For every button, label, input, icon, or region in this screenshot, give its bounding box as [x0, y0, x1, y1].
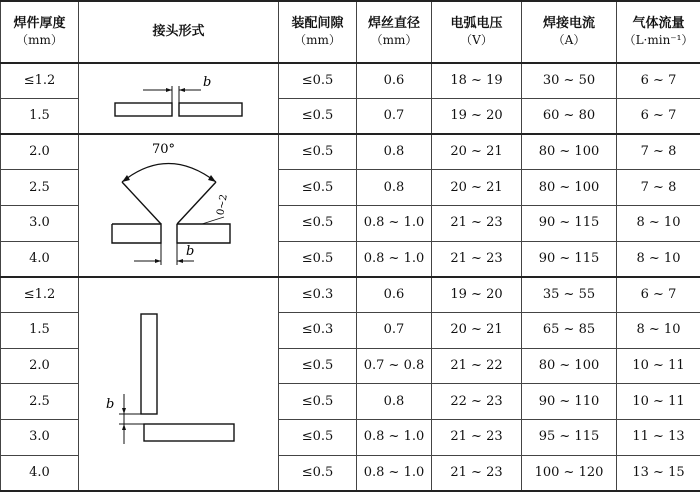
- cell-thickness: 1.5: [1, 313, 79, 349]
- header-voltage: [432, 1, 522, 63]
- cell-gas: 11 ~ 13: [617, 420, 700, 456]
- cell-gap: ≤0.3: [279, 277, 357, 313]
- joint-diagram-v-groove: [79, 134, 279, 277]
- cell-thickness: 4.0: [1, 455, 79, 491]
- root-face-label: 0~2: [214, 193, 230, 216]
- v-groove-joint-icon: [94, 137, 264, 275]
- cell-current: 30 ~ 50: [522, 63, 617, 99]
- t-joint-icon: [94, 284, 264, 484]
- cell-voltage: 20 ~ 21: [432, 134, 522, 170]
- cell-gas: 6 ~ 7: [617, 277, 700, 313]
- cell-wire: 0.7: [357, 99, 432, 135]
- joint-diagram-square-butt: [79, 63, 279, 134]
- cell-thickness: 3.0: [1, 420, 79, 456]
- header-gap-unit: （mm）: [294, 32, 341, 47]
- cell-current: 90 ~ 110: [522, 384, 617, 420]
- cell-wire: 0.6: [357, 63, 432, 99]
- header-voltage-unit: （V）: [460, 32, 493, 47]
- cell-gas: 8 ~ 10: [617, 241, 700, 277]
- cell-gas: 8 ~ 10: [617, 206, 700, 242]
- header-current-title: 焊接电流: [542, 16, 595, 32]
- header-gas-unit: （L·min⁻¹）: [623, 32, 694, 47]
- table-row: [1, 277, 700, 313]
- cell-gap: ≤0.5: [279, 241, 357, 277]
- cell-gas: 6 ~ 7: [617, 99, 700, 135]
- header-joint: [79, 1, 279, 63]
- cell-gap: ≤0.5: [279, 170, 357, 206]
- cell-wire: 0.7 ~ 0.8: [357, 348, 432, 384]
- cell-wire: 0.8 ~ 1.0: [357, 420, 432, 456]
- cell-wire: 0.8: [357, 384, 432, 420]
- cell-gap: ≤0.5: [279, 206, 357, 242]
- cell-wire: 0.8 ~ 1.0: [357, 455, 432, 491]
- cell-voltage: 19 ~ 20: [432, 277, 522, 313]
- cell-voltage: 18 ~ 19: [432, 63, 522, 99]
- cell-gas: 10 ~ 11: [617, 384, 700, 420]
- header-thickness-title: 焊件厚度: [13, 16, 66, 32]
- square-butt-joint-icon: [99, 68, 259, 130]
- cell-thickness: 2.0: [1, 348, 79, 384]
- table-row: [1, 134, 700, 170]
- cell-wire: 0.8 ~ 1.0: [357, 206, 432, 242]
- cell-gas: 13 ~ 15: [617, 455, 700, 491]
- gap-b-label: b: [185, 243, 194, 259]
- header-gap: [279, 1, 357, 63]
- cell-gap: ≤0.5: [279, 384, 357, 420]
- header-wire-title: 焊丝直径: [367, 16, 420, 32]
- cell-current: 95 ~ 115: [522, 420, 617, 456]
- cell-gas: 7 ~ 8: [617, 134, 700, 170]
- cell-current: 80 ~ 100: [522, 170, 617, 206]
- cell-thickness: ≤1.2: [1, 277, 79, 313]
- cell-gap: ≤0.5: [279, 63, 357, 99]
- cell-voltage: 20 ~ 21: [432, 313, 522, 349]
- header-thickness-unit: （mm）: [16, 32, 63, 47]
- cell-voltage: 21 ~ 23: [432, 241, 522, 277]
- header-current-unit: （A）: [552, 32, 586, 47]
- cell-current: 65 ~ 85: [522, 313, 617, 349]
- cell-gap: ≤0.5: [279, 134, 357, 170]
- header-wire: [357, 1, 432, 63]
- header-voltage-title: 电弧电压: [450, 16, 503, 32]
- header-row: [1, 1, 700, 63]
- gap-b-label: b: [202, 74, 211, 90]
- header-thickness: [1, 1, 79, 63]
- cell-gap: ≤0.5: [279, 455, 357, 491]
- cell-voltage: 19 ~ 20: [432, 99, 522, 135]
- cell-wire: 0.8: [357, 170, 432, 206]
- header-wire-unit: （mm）: [370, 32, 418, 47]
- cell-wire: 0.8: [357, 134, 432, 170]
- cell-current: 100 ~ 120: [522, 455, 617, 491]
- table-row: [1, 63, 700, 99]
- cell-thickness: 2.0: [1, 134, 79, 170]
- cell-gas: 6 ~ 7: [617, 63, 700, 99]
- cell-thickness: 4.0: [1, 241, 79, 277]
- cell-wire: 0.6: [357, 277, 432, 313]
- cell-gap: ≤0.5: [279, 420, 357, 456]
- cell-thickness: 2.5: [1, 384, 79, 420]
- cell-voltage: 21 ~ 23: [432, 206, 522, 242]
- cell-current: 80 ~ 100: [522, 348, 617, 384]
- cell-thickness: 3.0: [1, 206, 79, 242]
- cell-current: 90 ~ 115: [522, 206, 617, 242]
- cell-wire: 0.8 ~ 1.0: [357, 241, 432, 277]
- header-gap-title: 装配间隙: [291, 16, 344, 32]
- cell-gas: 8 ~ 10: [617, 313, 700, 349]
- cell-voltage: 21 ~ 23: [432, 420, 522, 456]
- cell-thickness: 2.5: [1, 170, 79, 206]
- cell-wire: 0.7: [357, 313, 432, 349]
- cell-thickness: ≤1.2: [1, 63, 79, 99]
- cell-gas: 7 ~ 8: [617, 170, 700, 206]
- cell-gap: ≤0.5: [279, 99, 357, 135]
- cell-voltage: 22 ~ 23: [432, 384, 522, 420]
- cell-voltage: 20 ~ 21: [432, 170, 522, 206]
- header-current: [522, 1, 617, 63]
- cell-voltage: 21 ~ 23: [432, 455, 522, 491]
- header-joint-title: 接头形式: [152, 23, 205, 39]
- groove-angle-label: 70°: [151, 141, 175, 157]
- cell-current: 60 ~ 80: [522, 99, 617, 135]
- cell-gas: 10 ~ 11: [617, 348, 700, 384]
- cell-voltage: 21 ~ 22: [432, 348, 522, 384]
- header-gas-title: 气体流量: [632, 16, 685, 32]
- joint-diagram-t-joint: [79, 277, 279, 491]
- cell-current: 90 ~ 115: [522, 241, 617, 277]
- header-gas: [617, 1, 700, 63]
- cell-current: 35 ~ 55: [522, 277, 617, 313]
- cell-thickness: 1.5: [1, 99, 79, 135]
- gap-b-label: b: [105, 396, 114, 412]
- cell-current: 80 ~ 100: [522, 134, 617, 170]
- cell-gap: ≤0.3: [279, 313, 357, 349]
- cell-gap: ≤0.5: [279, 348, 357, 384]
